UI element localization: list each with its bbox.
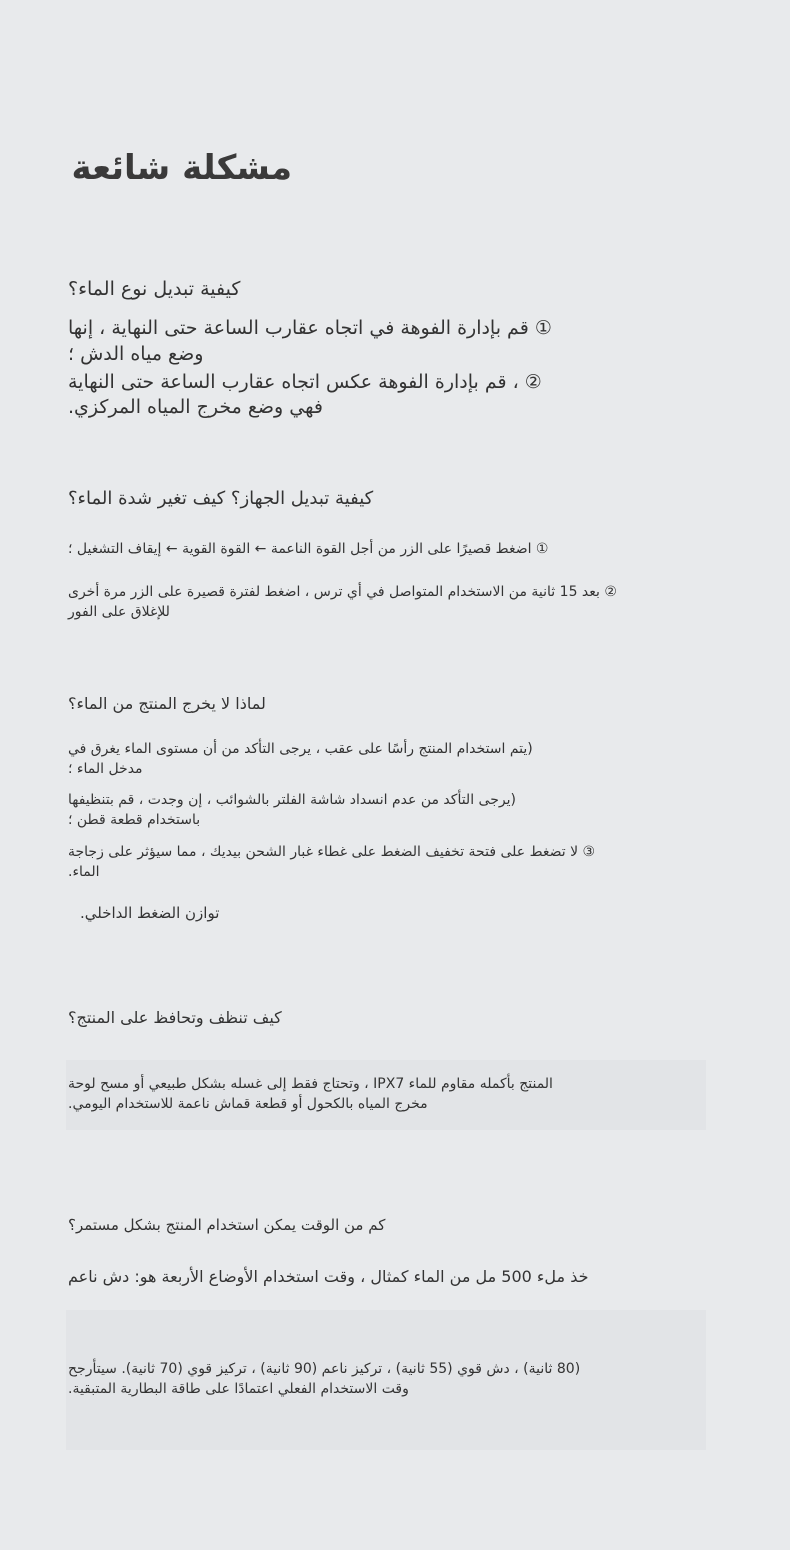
faq-answer-line: خذ ملء 500 مل من الماء كمثال ، وقت استخدام الأوضاع الأربعة هو: دش ناعم — [68, 1267, 589, 1286]
faq-answer-line: وضع مياه الدش ؛ — [68, 343, 204, 365]
faq-answer-line: باستخدام قطعة قطن ؛ — [68, 812, 201, 828]
page-title: مشكلة شائعة — [71, 148, 292, 188]
text-backdrop — [66, 1060, 706, 1130]
faq-answer-line: مخرج المياه بالكحول أو قطعة قماش ناعمة للاستخدام اليومي. — [68, 1096, 428, 1112]
faq-answer-line: مدخل الماء ؛ — [68, 761, 143, 777]
faq-answer-line: ① قم بإدارة الفوهة في اتجاه عقارب الساعة حتى النهاية ، إنها — [68, 317, 552, 339]
faq-answer-line: فهي وضع مخرج المياه المركزي. — [68, 396, 323, 418]
faq-answer-line: (يتم استخدام المنتج رأسًا على عقب ، يرجى التأكد من أن مستوى الماء يغرق في — [68, 741, 533, 757]
faq-answer-line: توازن الضغط الداخلي. — [80, 904, 220, 922]
faq-question-no-water: لماذا لا يخرج المنتج من الماء؟ — [68, 694, 266, 713]
faq-question-usage-time: كم من الوقت يمكن استخدام المنتج بشكل مستمر؟ — [68, 1216, 386, 1234]
faq-question-cleaning: كيف تنظف وتحافظ على المنتج؟ — [68, 1008, 282, 1027]
faq-answer-line: المنتج بأكمله مقاوم للماء IPX7 ، وتحتاج فقط إلى غسله بشكل طبيعي أو مسح لوحة — [68, 1076, 553, 1092]
faq-answer-line: (يرجى التأكد من عدم انسداد شاشة الفلتر بالشوائب ، إن وجدت ، قم بتنظيفها — [68, 792, 516, 808]
faq-question-water-type: كيفية تبديل نوع الماء؟ — [68, 278, 241, 300]
faq-answer-line: ② ، قم بإدارة الفوهة عكس اتجاه عقارب الساعة حتى النهاية — [68, 371, 542, 393]
faq-answer-line: ③ لا تضغط على فتحة تخفيف الضغط على غطاء غبار الشحن بيديك ، مما سيؤثر على زجاجة — [68, 844, 596, 860]
faq-answer-line: ① اضغط قصيرًا على الزر من أجل القوة الناعمة ← القوة القوية ← إيقاف التشغيل ؛ — [68, 541, 549, 557]
faq-answer-line: (80 ثانية) ، دش قوي (55 ثانية) ، تركيز ناعم (90 ثانية) ، تركيز قوي (70 ثانية). سيتأرجح — [68, 1361, 581, 1377]
text-backdrop — [66, 1310, 706, 1450]
faq-question-switch-device: كيفية تبديل الجهاز؟ كيف تغير شدة الماء؟ — [68, 488, 374, 509]
faq-answer-line: الماء. — [68, 864, 100, 880]
faq-answer-line: وقت الاستخدام الفعلي اعتمادًا على طاقة البطارية المتبقية. — [68, 1381, 409, 1397]
faq-answer-line: للإغلاق على الفور — [68, 604, 170, 620]
faq-answer-line: ② بعد 15 ثانية من الاستخدام المتواصل في أي ترس ، اضغط لفترة قصيرة على الزر مرة أخرى — [68, 584, 617, 600]
